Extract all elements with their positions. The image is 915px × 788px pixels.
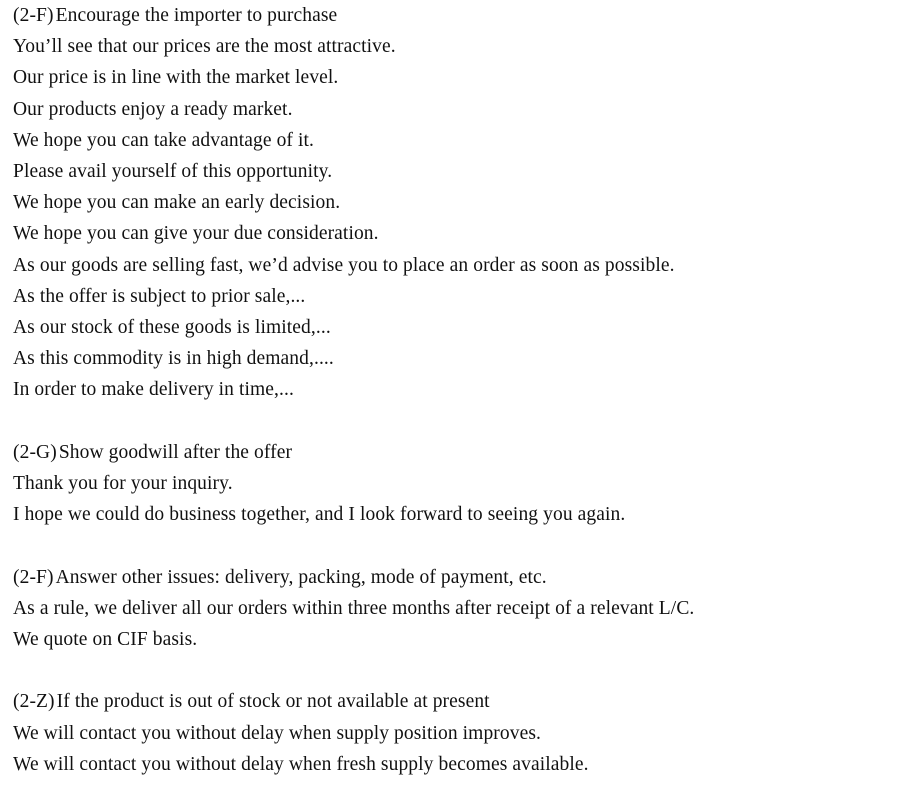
phrase-line: As a rule, we deliver all our orders within three months after receipt of a relevant L/C.: [13, 597, 695, 619]
phrase-line: We quote on CIF basis.: [13, 628, 198, 650]
section-code: (2-G): [13, 441, 57, 463]
phrase-line: In order to make delivery in time,...: [13, 379, 294, 401]
section-code: (2-F): [13, 5, 54, 26]
section-title: Show goodwill after the offer: [58, 441, 293, 463]
section-spacer: [13, 655, 908, 686]
phrase-line: As the offer is subject to prior sale,...: [13, 285, 306, 307]
section-title: If the product is out of stock or not available at present: [56, 691, 490, 713]
section-code: (2-Z): [13, 691, 55, 713]
section-other-issues: [13, 562, 908, 656]
phrase-line: Our products enjoy a ready market.: [13, 98, 293, 120]
phrase-line: We will contact you without delay when supply position improves.: [13, 722, 542, 744]
phrase-line: I hope we could do business together, and I look forward to seeing you again.: [13, 504, 626, 526]
section-spacer: [13, 405, 908, 436]
section-heading: [13, 437, 908, 468]
phrase-line: We hope you can give your due consideration.: [13, 223, 379, 245]
section-heading: [13, 562, 908, 593]
section-heading: [13, 686, 908, 717]
document-page: [13, 0, 908, 788]
phrase-line: We hope you can make an early decision.: [13, 192, 341, 214]
phrase-line: You’ll see that our prices are the most attractive.: [13, 36, 396, 58]
section-out-of-stock: [13, 686, 908, 780]
phrase-line: We will contact you without delay when fresh supply becomes available.: [13, 753, 589, 775]
section-code: (2-F): [13, 566, 54, 588]
phrase-line: We hope you can take advantage of it.: [13, 129, 315, 151]
section-title: Encourage the importer to purchase: [55, 5, 338, 26]
section-heading: [13, 0, 908, 31]
section-show-goodwill: [13, 437, 908, 531]
phrase-line: Please avail yourself of this opportunity.: [13, 160, 333, 182]
section-spacer: [13, 530, 908, 561]
phrase-line: Our price is in line with the market level.: [13, 67, 339, 89]
phrase-line: As this commodity is in high demand,....: [13, 348, 334, 370]
section-encourage-purchase: [13, 0, 908, 405]
phrase-line: Thank you for your inquiry.: [13, 472, 233, 494]
section-title: Answer other issues: delivery, packing, mode of payment, etc.: [55, 566, 547, 588]
phrase-line: As our goods are selling fast, we’d advise you to place an order as soon as possible.: [13, 254, 675, 276]
phrase-line: As our stock of these goods is limited,...: [13, 316, 331, 338]
